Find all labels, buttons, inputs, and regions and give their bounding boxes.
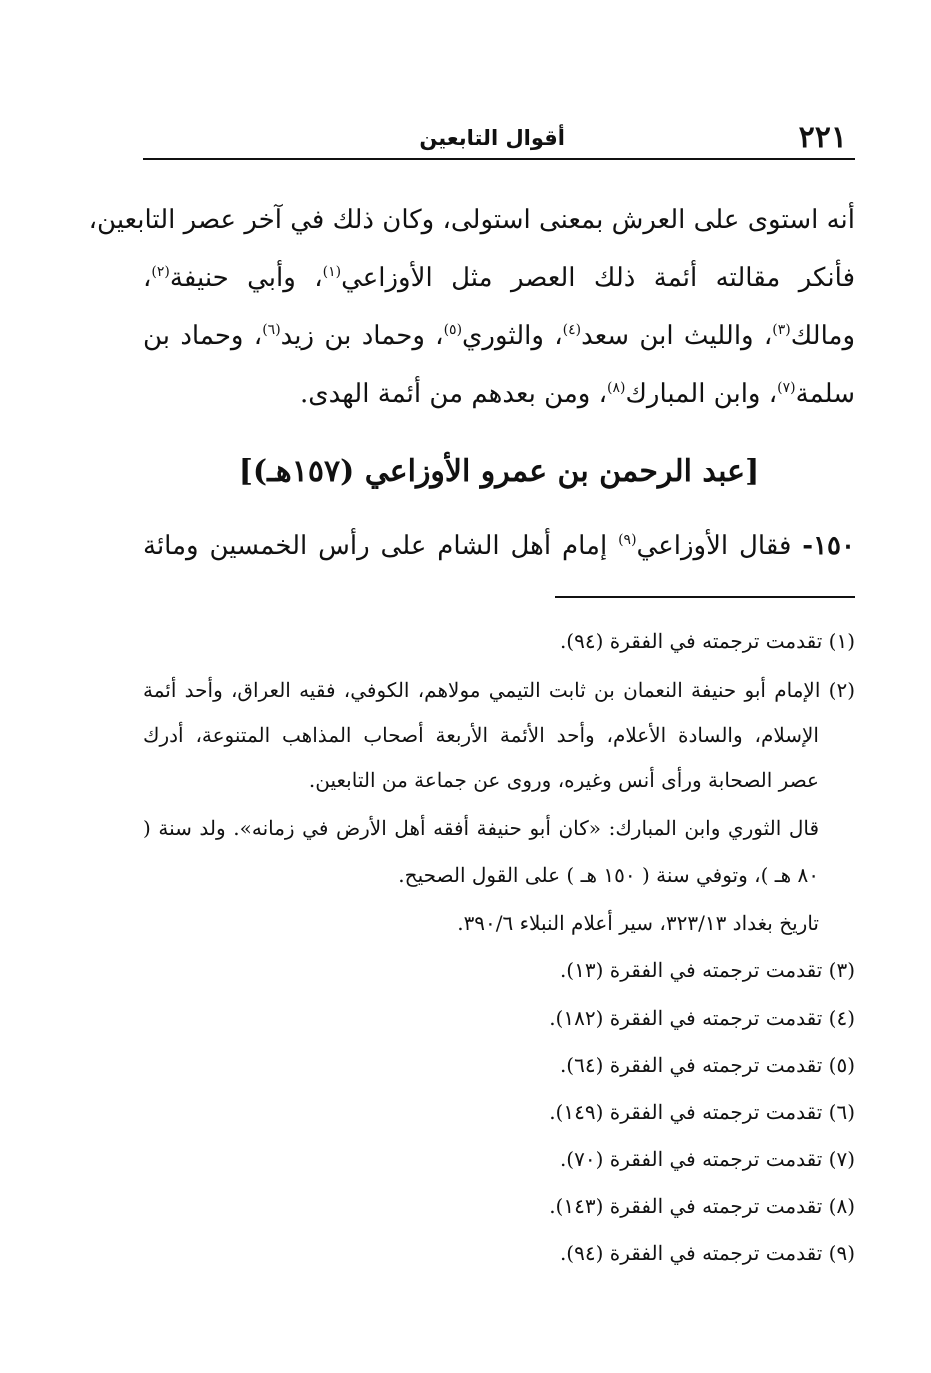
- body-text: سلمة: [795, 379, 855, 409]
- footnote-2-line-6: تاريخ بغداد ٣٢٣/١٣، سير أعلام النبلاء ٣٩٠/٦.: [457, 911, 819, 935]
- body-line-3: [143, 316, 855, 356]
- footnote-2-line-4: قال الثوري وابن المبارك: «كان أبو حنيفة أفقه أهل الأرض في زمانه». ولد سنة (: [143, 816, 819, 840]
- footnote-2-line-3: عصر الصحابة ورأى أنس وغيره، وروى عن جماعة من التابعين.: [308, 768, 819, 792]
- footnote-ref[interactable]: (٨): [607, 380, 626, 396]
- footnote-3: (٣) تقدمت ترجمته في الفقرة (١٣).: [559, 958, 855, 982]
- footnote-1: (١) تقدمت ترجمته في الفقرة (٩٤).: [559, 629, 855, 653]
- footnote-ref[interactable]: (٩): [618, 532, 637, 548]
- footnote-ref[interactable]: (٦): [262, 322, 281, 338]
- page-number: ٢٢١: [798, 120, 847, 155]
- body-text: ، ومن بعدهم من أئمة الهدى.: [300, 379, 608, 409]
- running-title: أقوال التابعين: [419, 126, 565, 150]
- footnote-divider: [555, 596, 855, 598]
- body-text: ،: [143, 263, 152, 293]
- body-text: أنه استوى على العرش بمعنى استولى، وكان ذلك في آخر عصر التابعين،: [88, 205, 855, 235]
- footnote-9: (٩) تقدمت ترجمته في الفقرة (٩٤).: [559, 1241, 855, 1265]
- footnote-4: (٤) تقدمت ترجمته في الفقرة (١٨٢).: [549, 1006, 855, 1030]
- paragraph-number: ١٥٠-: [802, 531, 855, 561]
- body-text: ، وحماد بن: [143, 321, 263, 351]
- footnote-2-line-5: ٨٠ هـ )، وتوفي سنة ( ١٥٠ هـ ) على القول الصحيح.: [398, 863, 819, 887]
- section-heading: [عبد الرحمن بن عمرو الأوزاعي (١٥٧هـ)]: [238, 454, 760, 489]
- body-line-2: [143, 258, 855, 298]
- body-line-4: [143, 374, 855, 414]
- body-text: فأنكر مقالته أئمة ذلك العصر مثل الأوزاعي: [341, 263, 855, 293]
- body-text: ، وأبي حنيفة: [169, 263, 323, 293]
- footnote-ref[interactable]: (٤): [562, 322, 582, 338]
- body-text: ، وحماد بن زيد: [280, 321, 444, 351]
- footnote-6: (٦) تقدمت ترجمته في الفقرة (١٤٩).: [549, 1100, 855, 1124]
- footnote-ref[interactable]: (١): [322, 264, 342, 280]
- body-text: ومالك: [790, 321, 856, 351]
- page-header: [143, 118, 855, 160]
- body-text: إمام أهل الشام على رأس الخمسين ومائة: [143, 531, 608, 561]
- footnote-ref[interactable]: (٢): [151, 264, 170, 280]
- body-text: ، وابن المبارك: [625, 379, 778, 409]
- footnote-2-line-2: الإسلام، والسادة الأعلام، وأحد الأئمة الأربعة أصحاب المذاهب المتنوعة، أدرك: [143, 723, 819, 747]
- footnote-ref[interactable]: (٣): [772, 322, 791, 338]
- body-line-1: [88, 200, 855, 240]
- body-text: فقال الأوزاعي: [636, 531, 792, 561]
- footnote-7: (٧) تقدمت ترجمته في الفقرة (٧٠).: [559, 1147, 855, 1171]
- footnote-ref[interactable]: (٥): [443, 322, 463, 338]
- body-text: ، والليث ابن سعد: [581, 321, 773, 351]
- footnote-ref[interactable]: (٧): [777, 380, 796, 396]
- paragraph-150: [143, 526, 855, 566]
- footnote-5: (٥) تقدمت ترجمته في الفقرة (٦٤).: [559, 1053, 855, 1077]
- footnote-2-line-1: (٢) الإمام أبو حنيفة النعمان بن ثابت التيمي مولاهم، الكوفي، فقيه العراق، وأحد أئمة: [143, 678, 855, 702]
- body-text: ، والثوري: [462, 321, 563, 351]
- footnote-8: (٨) تقدمت ترجمته في الفقرة (١٤٣).: [549, 1194, 855, 1218]
